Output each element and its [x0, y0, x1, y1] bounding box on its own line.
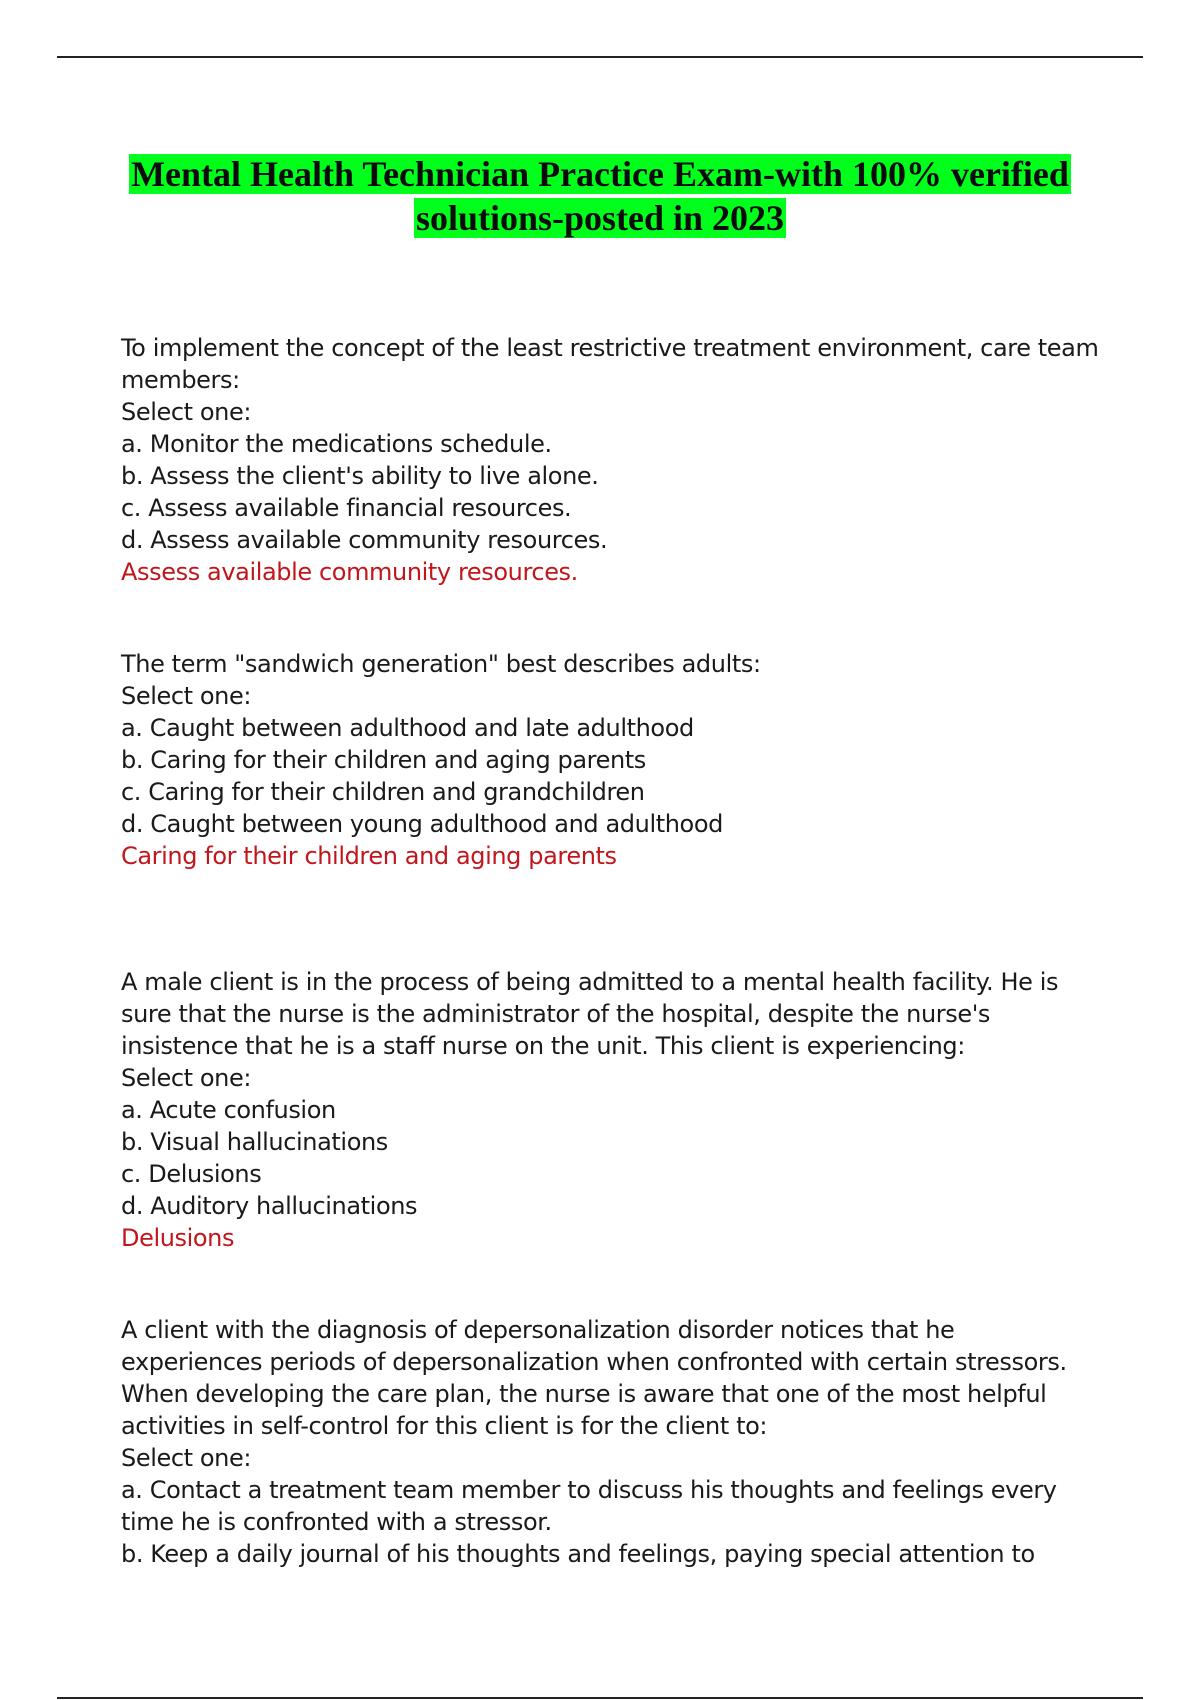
question-stem: The term "sandwich generation" best describes adults:	[121, 650, 761, 678]
option-b: b. Visual hallucinations	[121, 1128, 388, 1156]
option-c: c. Caring for their children and grandchildren	[121, 778, 645, 806]
option-d: d. Auditory hallucinations	[121, 1192, 418, 1220]
title-line-1: Mental Health Technician Practice Exam-with 100% verified	[131, 154, 1069, 194]
question-prompt: Select one:	[121, 398, 252, 426]
option-a: a. Contact a treatment team member to discuss his thoughts and feelings every time he is confronted with a stressor.	[121, 1476, 1057, 1536]
option-d: d. Assess available community resources.	[121, 526, 608, 554]
question-stem: To implement the concept of the least restrictive treatment environment, care team members:	[121, 334, 1099, 394]
title-line-2: solutions-posted in 2023	[415, 198, 785, 238]
question-prompt: Select one:	[121, 1064, 252, 1092]
question-prompt: Select one:	[121, 682, 252, 710]
option-b: b. Caring for their children and aging parents	[121, 746, 646, 774]
question-block	[121, 648, 1101, 872]
option-d: d. Caught between young adulthood and adulthood	[121, 810, 723, 838]
bottom-rule	[57, 1697, 1143, 1699]
question-prompt: Select one:	[121, 1444, 252, 1472]
option-c: c. Assess available financial resources.	[121, 494, 572, 522]
question-block	[121, 332, 1101, 588]
option-a: a. Caught between adulthood and late adulthood	[121, 714, 694, 742]
correct-answer: Delusions	[121, 1224, 235, 1252]
option-b: b. Assess the client's ability to live alone.	[121, 462, 599, 490]
top-rule	[57, 56, 1143, 58]
question-stem: A male client is in the process of being admitted to a mental health facility. He is sure that the nurse is the administrator of the hospital, despite the nurse's insistence that he is a staff nurse on the unit. This client is experiencing:	[121, 968, 1059, 1060]
option-a: a. Monitor the medications schedule.	[121, 430, 552, 458]
page-title	[100, 152, 1100, 240]
option-a: a. Acute confusion	[121, 1096, 336, 1124]
option-c: c. Delusions	[121, 1160, 262, 1188]
question-stem: A client with the diagnosis of depersonalization disorder notices that he experiences periods of depersonalization when confronted with certain stressors. When developing the care plan, the nurse is aware that one of the most helpful activities in self-control for this client is for the client to:	[121, 1316, 1067, 1440]
question-block	[121, 966, 1101, 1254]
correct-answer: Assess available community resources.	[121, 558, 578, 586]
option-b: b. Keep a daily journal of his thoughts and feelings, paying special attention to	[121, 1540, 1035, 1568]
question-block	[121, 1314, 1101, 1570]
correct-answer: Caring for their children and aging parents	[121, 842, 617, 870]
